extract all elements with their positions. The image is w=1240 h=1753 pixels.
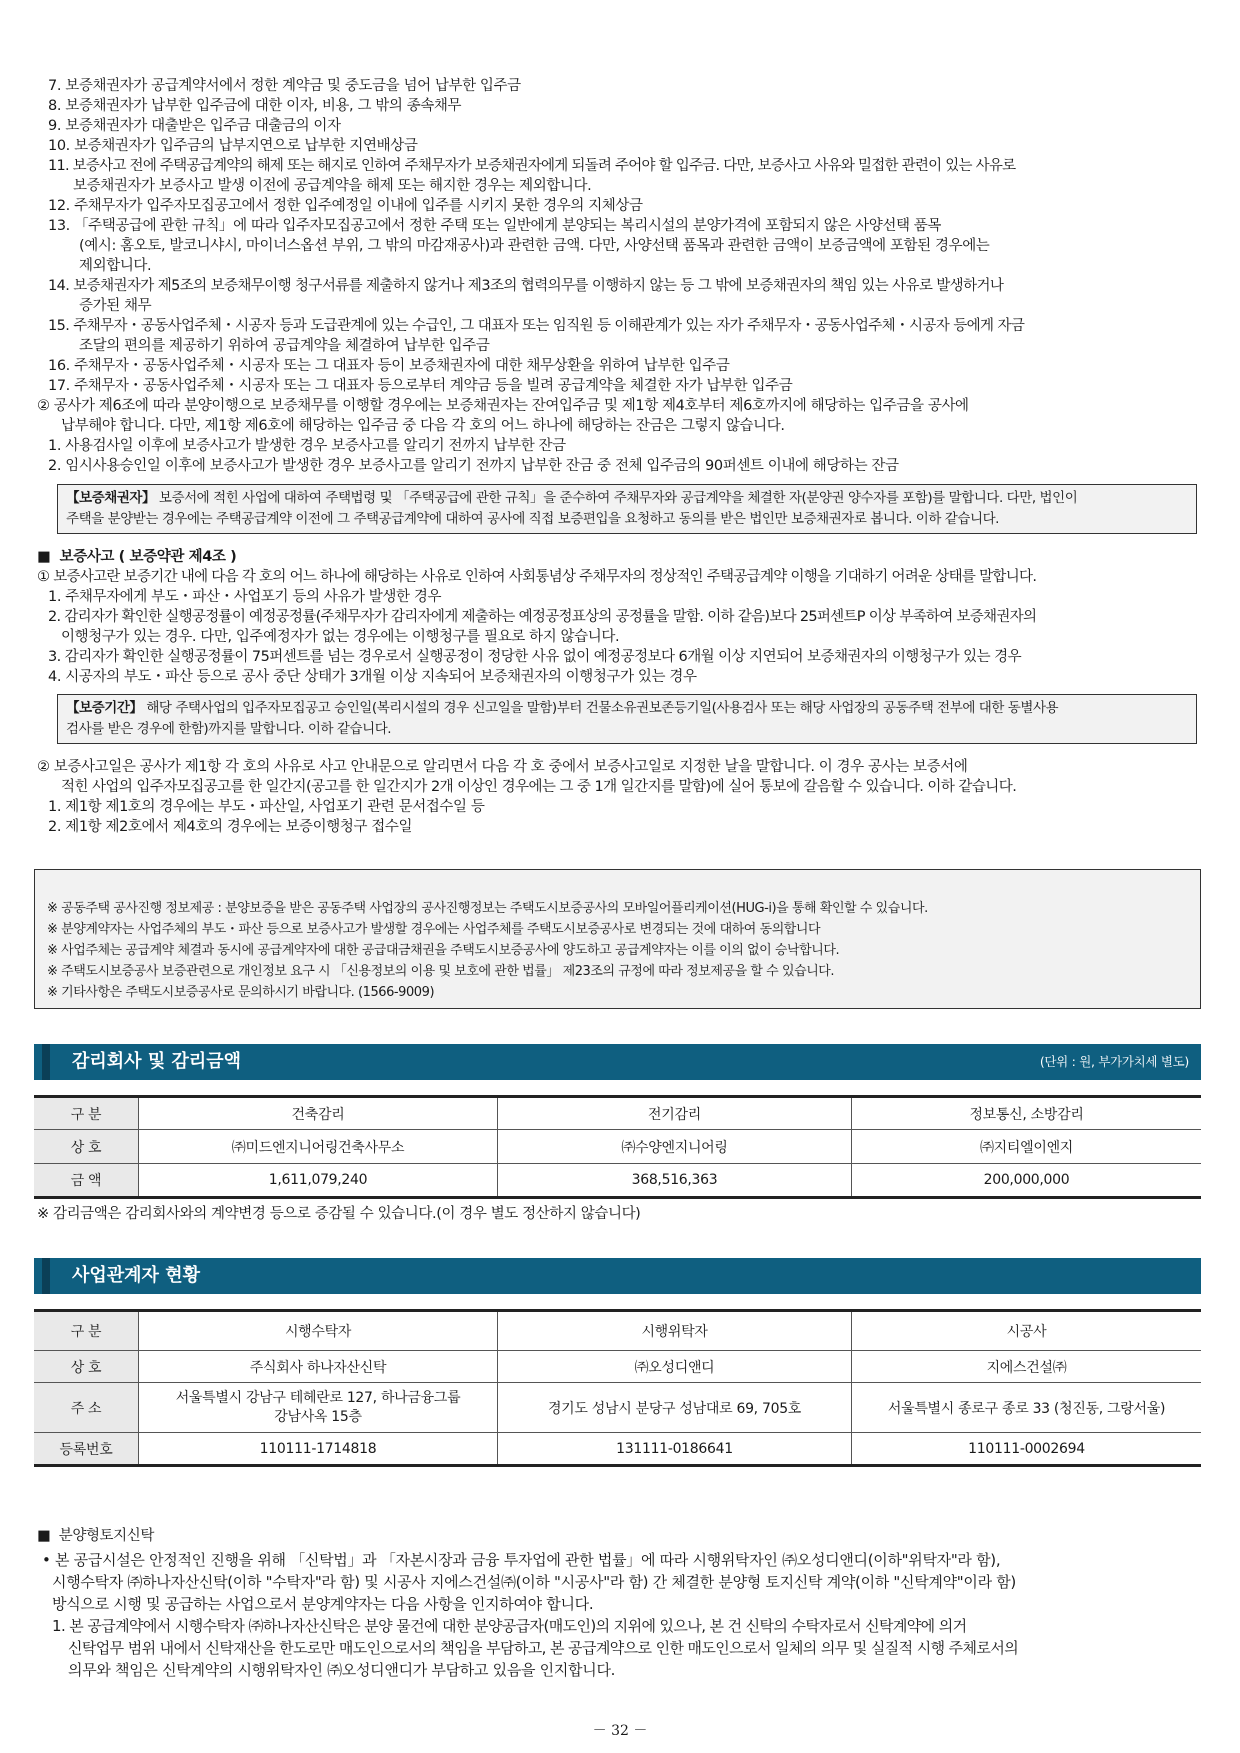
list-item: 1. 사용검사일 이후에 보증사고가 발생한 경우 보증사고를 알리기 전까지 납부한 잔금	[48, 438, 566, 454]
table-cell: 110111-0002694	[852, 1433, 1202, 1466]
table-row	[34, 1351, 1201, 1383]
table-row-label: 등록번호	[34, 1433, 139, 1466]
table-cell: ㈜지티엘이엔지	[852, 1130, 1202, 1164]
table-row-label: 금 액	[34, 1164, 139, 1198]
definition-box-guarantee-creditor	[57, 484, 1197, 534]
definition-line: 【보증기간】 해당 주택사업의 입주자모집공고 승인일(복리시설의 경우 신고일을 말함)부터 건물소유권보존등기일(사용검사 또는 해당 사업장의 공동주택 전부에 대한 동별사용	[66, 700, 1059, 716]
list-item: 14. 보증채권자가 제5조의 보증채무이행 청구서류를 제출하지 않거나 제3조의 협력의무를 이행하지 않는 등 그 밖에 보증채권자의 책임 있는 사유로 발생하거나	[48, 278, 1004, 294]
table-cell: 131111-0186641	[498, 1433, 852, 1466]
list-item: 2. 감리자가 확인한 실행공정률이 예정공정률(주채무자가 감리자에게 제출하는 예정공정표상의 공정률을 말함. 이하 같음)보다 25퍼센트P 이상 부족하여 보증채권자의	[48, 609, 1037, 625]
list-item: 4. 시공자의 부도・파산 등으로 공사 중단 상태가 3개월 이상 지속되어 보증채권자의 이행청구가 있는 경우	[48, 669, 697, 685]
list-item-continued: (예시: 홈오토, 발코니샤시, 마이너스옵션 부위, 그 밖의 마감재공사)과 관련한 금액. 다만, 사양선택 품목과 관련한 금액이 보증금액에 포함된 경우에는	[79, 238, 990, 254]
list-item: 1. 주채무자에게 부도・파산・사업포기 등의 사유가 발생한 경우	[48, 589, 442, 605]
section-header-supervision	[34, 1044, 1201, 1080]
table-header-cell: 시공사	[852, 1311, 1202, 1351]
list-item: 2. 임시사용승인일 이후에 보증사고가 발생한 경우 보증사고를 알리기 전까지 납부한 잔금 중 전체 입주금의 90퍼센트 이내에 해당하는 잔금	[48, 458, 899, 474]
table-row	[34, 1130, 1201, 1164]
list-item: 12. 주채무자가 입주자모집공고에서 정한 입주예정일 이내에 입주를 시키지 못한 경우의 지체상금	[48, 198, 643, 214]
parties-table	[34, 1309, 1201, 1467]
table-header-cell: 정보통신, 소방감리	[852, 1097, 1202, 1130]
table-cell: 1,611,079,240	[139, 1164, 498, 1198]
trust-list-item-continued: 의무와 책임은 신탁계약의 시행위탁자인 ㈜오성디앤디가 부담하고 있음을 인지합니다.	[68, 1661, 616, 1679]
definition-label: 【보증채권자】	[66, 490, 156, 506]
definition-line: 주택을 분양받는 경우에는 주택공급계약 이전에 그 주택공급계약에 대하여 공사에 직접 보증편입을 요청하고 동의를 받은 법인만 보증채권자로 봅니다. 이하 같습니다.	[66, 511, 1000, 527]
list-item-continued: 제외합니다.	[79, 258, 152, 274]
table-cell: 서울특별시 종로구 종로 33 (청진동, 그랑서울)	[852, 1383, 1202, 1433]
supervision-table	[34, 1095, 1201, 1199]
list-item: 3. 감리자가 확인한 실행공정률이 75퍼센트를 넘는 경우로서 실행공정이 정당한 사유 없이 예정공정보다 6개월 이상 지연되어 보증채권자의 이행청구가 있는 경우	[48, 649, 1022, 665]
table-header-cell: 시행위탁자	[498, 1311, 852, 1351]
section-heading-trust: ■ 분양형토지신탁	[37, 1528, 154, 1544]
definition-box-guarantee-period	[57, 694, 1197, 744]
list-item: 8. 보증채권자가 납부한 입주금에 대한 이자, 비용, 그 밖의 종속채무	[48, 98, 462, 114]
note-line: ※ 기타사항은 주택도시보증공사로 문의하시기 바랍니다. (1566-9009)	[47, 985, 435, 1000]
list-item: 9. 보증채권자가 대출받은 입주금 대출금의 이자	[48, 118, 341, 134]
list-item-continued: 증가된 채무	[79, 298, 152, 314]
definition-line: 【보증채권자】 보증서에 적힌 사업에 대하여 주택법령 및 「주택공급에 관한 규칙」을 준수하여 주채무자와 공급계약을 체결한 자(분양권 양수자를 포함)를 말합니다. 다만, 법인이	[66, 490, 1078, 506]
paragraph-clause: ① 보증사고란 보증기간 내에 다음 각 호의 어느 하나에 해당하는 사유로 인하여 사회통념상 주채무자의 정상적인 주택공급계약 이행을 기대하기 어려운 상태를 말합니다.	[37, 569, 1037, 585]
section-header-parties	[34, 1258, 1201, 1294]
section-title: 사업관계자 현황	[42, 1258, 782, 1294]
list-item-continued: 이행청구가 있는 경우. 다만, 입주예정자가 없는 경우에는 이행청구를 필요로 하지 않습니다.	[61, 629, 620, 645]
trust-list-item-continued: 신탁업무 범위 내에서 신탁재산을 한도로만 매도인으로서의 책임을 부담하고, 본 공급계약으로 인한 매도인으로서 일체의 의무 및 실질적 시행 주체로서의	[68, 1639, 1019, 1657]
table-cell: 주식회사 하나자산신탁	[139, 1351, 498, 1383]
paragraph-clause-continued: 납부해야 합니다. 다만, 제1항 제6호에 해당하는 입주금 중 다음 각 호의 어느 하나에 해당하는 잔금은 그렇지 않습니다.	[61, 418, 785, 434]
table-row	[34, 1433, 1201, 1466]
list-item: 1. 제1항 제1호의 경우에는 부도・파산일, 사업포기 관련 문서접수일 등	[48, 799, 485, 815]
table-header-cell: 구 분	[34, 1097, 139, 1130]
paragraph-clause-continued: 적힌 사업의 입주자모집공고를 한 일간지(공고를 한 일간지가 2개 이상인 경우에는 그 중 1개 일간지를 말함)에 실어 통보에 갈음할 수 있습니다. 이하 같습니다.	[61, 779, 1017, 795]
table-cell: 경기도 성남시 분당구 성남대로 69, 705호	[498, 1383, 852, 1433]
note-line: ※ 주택도시보증공사 보증관련으로 개인정보 요구 시 「신용정보의 이용 및 보호에 관한 법률」 제23조의 규정에 따라 정보제공을 할 수 있습니다.	[47, 964, 835, 979]
table-row-label: 상 호	[34, 1351, 139, 1383]
table-header-cell: 시행수탁자	[139, 1311, 498, 1351]
list-item: 17. 주채무자・공동사업주체・시공자 또는 그 대표자 등으로부터 계약금 등을 빌려 공급계약을 체결한 자가 납부한 입주금	[48, 378, 793, 394]
paragraph-clause: ② 보증사고일은 공사가 제1항 각 호의 사유로 사고 안내문으로 알리면서 다음 각 호 중에서 보증사고일로 지정한 날을 말합니다. 이 경우 공사는 보증서에	[37, 759, 968, 775]
list-item: 10. 보증채권자가 입주금의 납부지연으로 납부한 지연배상금	[48, 138, 418, 154]
section-heading-guarantee-accident: ■ 보증사고 ( 보증약관 제4조 )	[37, 549, 237, 565]
list-item: 7. 보증채권자가 공급계약서에서 정한 계약금 및 중도금을 넘어 납부한 입주금	[48, 78, 521, 94]
table-cell: 200,000,000	[852, 1164, 1202, 1198]
table-row-label: 상 호	[34, 1130, 139, 1164]
square-bullet-icon: ■	[37, 549, 51, 565]
list-item-continued: 조달의 편의를 제공하기 위하여 공급계약을 체결하여 납부한 입주금	[79, 338, 490, 354]
table-row	[34, 1383, 1201, 1433]
list-item: 2. 제1항 제2호에서 제4호의 경우에는 보증이행청구 접수일	[48, 819, 413, 835]
trust-paragraph: 시행수탁자 ㈜하나자산신탁(이하 "수탁자"라 함) 및 시공사 지에스건설㈜(이하 "시공사"라 함) 간 체결한 분양형 토지신탁 계약(이하 "신탁계약"이라 함)	[52, 1573, 1016, 1591]
list-item-continued: 보증채권자가 보증사고 발생 이전에 공급계약을 해제 또는 해지한 경우는 제외합니다.	[73, 178, 592, 194]
note-line: ※ 사업주체는 공급계약 체결과 동시에 공급계약자에 대한 공급대금채권을 주택도시보증공사에 양도하고 공급계약자는 이를 이의 없이 승낙합니다.	[47, 943, 840, 958]
page-number: － 32 －	[592, 1723, 648, 1739]
list-item: 15. 주채무자・공동사업주체・시공자 등과 도급관계에 있는 수급인, 그 대표자 또는 임직원 등 이해관계가 있는 자가 주채무자・공동사업주체・시공자 등에게 자금	[48, 318, 1025, 334]
unit-note: (단위 : 원, 부가가치세 별도)	[1039, 1054, 1189, 1069]
table-cell: 368,516,363	[498, 1164, 852, 1198]
paragraph-clause: ② 공사가 제6조에 따라 분양이행으로 보증채무를 이행할 경우에는 보증채권자는 잔여입주금 및 제1항 제4호부터 제6호까지에 해당하는 입주금을 공사에	[37, 398, 969, 414]
table-header-row	[34, 1311, 1201, 1351]
supervision-note: ※ 감리금액은 감리회사와의 계약변경 등으로 증감될 수 있습니다.(이 경우 별도 정산하지 않습니다)	[37, 1206, 641, 1222]
notes-box	[34, 869, 1201, 1009]
table-cell: 110111-1714818	[139, 1433, 498, 1466]
trust-paragraph: 방식으로 시행 및 공급하는 사업으로서 분양계약자는 다음 사항을 인지하여야 합니다.	[52, 1595, 594, 1613]
table-header-cell: 건축감리	[139, 1097, 498, 1130]
trust-paragraph: • 본 공급시설은 안정적인 진행을 위해 「신탁법」과 「자본시장과 금융 투자업에 관한 법률」에 따라 시행위탁자인 ㈜오성디앤디(이하"위탁자"라 함),	[42, 1551, 1001, 1569]
table-header-cell: 전기감리	[498, 1097, 852, 1130]
table-cell: 서울특별시 강남구 테헤란로 127, 하나금융그룹 강남사옥 15층	[139, 1383, 498, 1433]
table-cell: ㈜오성디앤디	[498, 1351, 852, 1383]
table-cell: ㈜미드엔지니어링건축사무소	[139, 1130, 498, 1164]
section-title: 감리회사 및 감리금액	[42, 1044, 782, 1080]
definition-label: 【보증기간】	[66, 700, 143, 716]
table-header-row	[34, 1097, 1201, 1130]
note-line: ※ 공동주택 공사진행 정보제공 : 분양보증을 받은 공동주택 사업장의 공사진행정보는 주택도시보증공사의 모바일어플리케이션(HUG-i)을 통해 확인할 수 있습니다.	[47, 901, 928, 916]
list-item: 16. 주채무자・공동사업주체・시공자 또는 그 대표자 등이 보증채권자에 대한 채무상환을 위하여 납부한 입주금	[48, 358, 730, 374]
table-row-label: 주 소	[34, 1383, 139, 1433]
table-cell: ㈜수양엔지니어링	[498, 1130, 852, 1164]
note-line: ※ 분양계약자는 사업주체의 부도・파산 등으로 보증사고가 발생할 경우에는 사업주체를 주택도시보증공사로 변경되는 것에 대하여 동의합니다	[47, 922, 821, 937]
definition-line: 검사를 받은 경우에 한함)까지를 말합니다. 이하 같습니다.	[66, 721, 392, 737]
table-row	[34, 1164, 1201, 1198]
table-cell: 지에스건설㈜	[852, 1351, 1202, 1383]
square-bullet-icon: ■	[37, 1528, 51, 1544]
trust-list-item: 1. 본 공급계약에서 시행수탁자 ㈜하나자산신탁은 분양 물건에 대한 분양공급자(매도인)의 지위에 있으나, 본 건 신탁의 수탁자로서 신탁계약에 의거	[52, 1617, 967, 1635]
list-item: 13. 「주택공급에 관한 규칙」에 따라 입주자모집공고에서 정한 주택 또는 일반에게 분양되는 복리시설의 분양가격에 포함되지 않은 사양선택 품목	[48, 218, 942, 234]
list-item: 11. 보증사고 전에 주택공급계약의 해제 또는 해지로 인하여 주채무자가 보증채권자에게 되돌려 주어야 할 입주금. 다만, 보증사고 사유와 밀접한 관련이 있는 사유로	[48, 158, 1016, 174]
table-header-cell: 구 분	[34, 1311, 139, 1351]
